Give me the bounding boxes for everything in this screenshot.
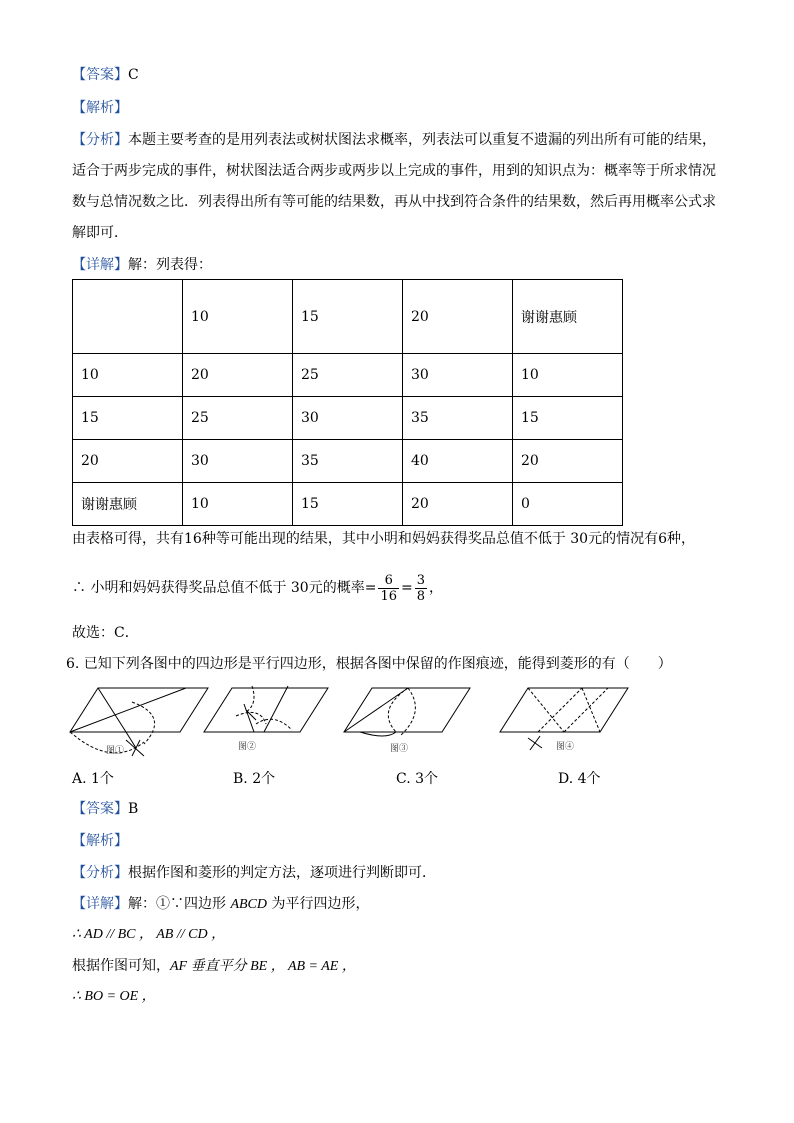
q6-answer-line <box>72 800 138 818</box>
proof-text: 根据作图可知， <box>72 958 170 974</box>
fraction-numerator: 3 <box>416 572 426 588</box>
choose-line: 故选：C． <box>72 625 139 641</box>
conclusion-line-2 <box>72 570 443 606</box>
fenxi-line-3: 数与总情况数之比．列表得出所有等可能的结果数，再从中找到符合条件的结果数，然后再用概率公式求 <box>72 194 716 210</box>
analysis-tag: 【解析】 <box>72 833 128 849</box>
option-b: B. 2个 <box>233 771 276 787</box>
detail-text-c: 为平行四边形， <box>267 896 370 912</box>
table-cell: 25 <box>183 397 293 440</box>
fraction-6-16 <box>378 573 399 604</box>
figure-1-label: 图① <box>106 745 125 755</box>
table-cell: 谢谢惠顾 <box>73 483 183 526</box>
figure-1 <box>70 688 208 756</box>
quad-name: ABCD <box>230 897 268 912</box>
table-cell: 15 <box>513 397 623 440</box>
fenxi-tag: 【分析】 <box>72 865 128 881</box>
option-d: D. 4个 <box>558 771 601 787</box>
conclusion-line-1: 由表格可得，共有16种等可能出现的结果，其中小明和妈妈获得奖品总值不低于 30元的情况有6种， <box>72 531 695 547</box>
equals-sign: = <box>401 580 413 596</box>
table-cell: 15 <box>293 483 403 526</box>
q6-question: 6. 已知下列各图中的四边形是平行四边形，根据各图中保留的作图痕迹，能得到菱形的有（ ） <box>66 656 672 672</box>
q6-fenxi-line <box>72 864 436 882</box>
q5-answer-line <box>72 66 139 84</box>
figure-3-label: 图③ <box>390 743 409 753</box>
construction-figures <box>60 682 650 762</box>
answer-value: C <box>128 67 139 83</box>
table-row <box>73 280 623 354</box>
probability-table <box>72 279 623 526</box>
table-cell: 10 <box>183 483 293 526</box>
detail-line <box>72 256 212 274</box>
fenxi-line-2: 适合于两步完成的事件，树状图法适合两步或两步以上完成的事件，用到的知识点为：概率等于所求情况 <box>72 163 716 179</box>
table-cell: 25 <box>293 354 403 397</box>
answer-value: B <box>128 801 139 817</box>
fraction-numerator: 6 <box>378 573 399 589</box>
proof-line-4: ∴ BO = OE ， <box>72 989 156 1004</box>
fraction-denominator: 16 <box>380 588 397 604</box>
comma: ， <box>429 580 444 596</box>
table-cell: 谢谢惠顾 <box>513 280 623 354</box>
table-cell: 30 <box>403 354 513 397</box>
table-cell: 20 <box>403 280 513 354</box>
fenxi-line-1 <box>72 131 716 149</box>
table-cell: 15 <box>293 280 403 354</box>
q6-detail-line <box>72 895 369 914</box>
table-cell: 35 <box>293 440 403 483</box>
figure-2 <box>204 686 328 732</box>
table-cell: 30 <box>293 397 403 440</box>
fenxi-tag: 【分析】 <box>72 132 128 148</box>
fenxi-line-4: 解即可． <box>72 225 128 241</box>
table-row <box>73 354 623 397</box>
fenxi-text: 根据作图和菱形的判定方法，逐项进行判断即可． <box>128 865 436 881</box>
table-cell: 15 <box>73 397 183 440</box>
figure-2-label: 图② <box>238 741 257 751</box>
fraction-3-8 <box>415 573 427 604</box>
conclusion-text: ∴ 小明和妈妈获得奖品总值不低于 30元的概率 <box>72 580 365 596</box>
table-cell: 10 <box>183 280 293 354</box>
table-cell: 20 <box>403 483 513 526</box>
detail-tag: 【详解】 <box>72 896 128 912</box>
table-row <box>73 440 623 483</box>
answer-tag: 【答案】 <box>72 801 128 817</box>
detail-text: 解：列表得： <box>128 257 212 273</box>
table-cell: 10 <box>73 354 183 397</box>
answer-tag: 【答案】 <box>72 67 128 83</box>
table-cell: 10 <box>513 354 623 397</box>
detail-text-a: 解：①∵四边形 <box>128 896 231 912</box>
fraction-denominator: 8 <box>416 588 426 604</box>
table-row <box>73 483 623 526</box>
table-cell <box>73 280 183 354</box>
fenxi-text-1: 本题主要考查的是用列表法或树状图法求概率，列表法可以重复不遗漏的列出所有可能的结果， <box>128 132 716 148</box>
analysis-tag: 【解析】 <box>72 100 128 116</box>
table-cell: 30 <box>183 440 293 483</box>
proof-line-2: ∴ AD // BC ， AB // CD ， <box>72 927 226 942</box>
detail-tag: 【详解】 <box>72 257 128 273</box>
figure-4-label: 图④ <box>556 741 575 751</box>
table-row <box>73 397 623 440</box>
option-c: C. 3个 <box>396 771 439 787</box>
proof-line-3 <box>72 957 356 976</box>
table-cell: 20 <box>73 440 183 483</box>
table-cell: 40 <box>403 440 513 483</box>
table-cell: 35 <box>403 397 513 440</box>
table-cell: 20 <box>513 440 623 483</box>
table-cell: 0 <box>513 483 623 526</box>
proof-math: AF 垂直平分 BE ， AB = AE ， <box>170 959 356 974</box>
table-cell: 20 <box>183 354 293 397</box>
equals-sign: = <box>364 580 377 596</box>
option-a: A. 1个 <box>72 771 114 787</box>
figure-3 <box>344 688 470 736</box>
